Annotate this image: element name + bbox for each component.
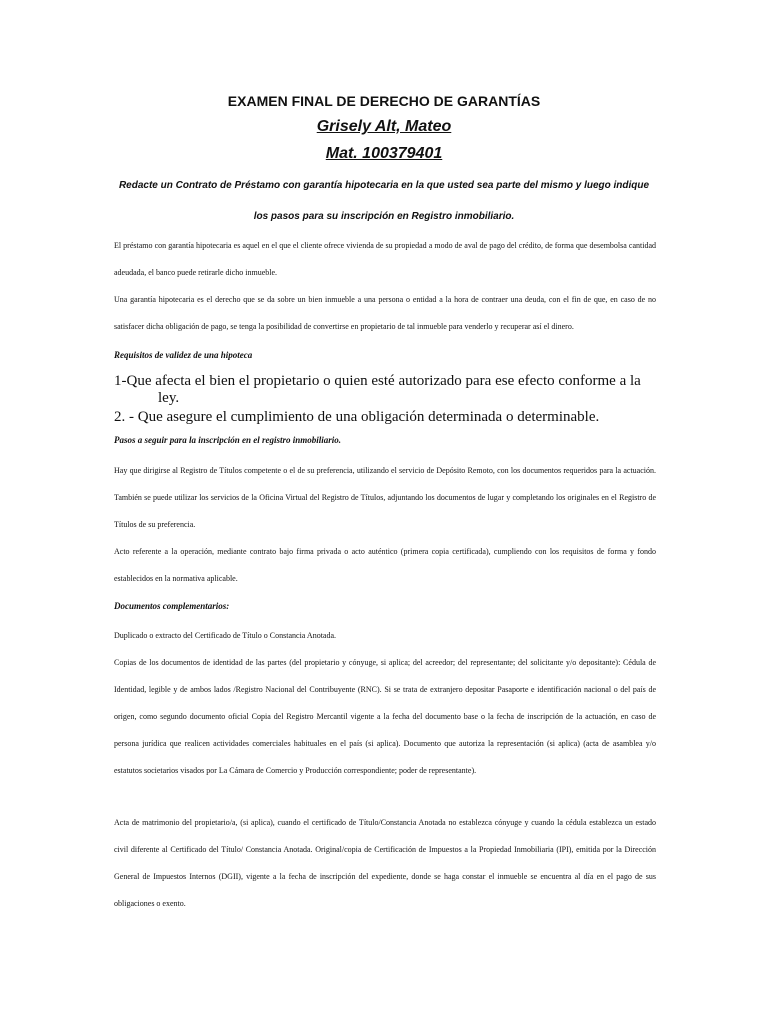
requisito-item-1-line-1: 1-Que afecta el bien el propietario o quien esté autorizado para ese efecto conforme a la: [114, 373, 641, 389]
intro-paragraph-2: Una garantía hipotecaria es el derecho que se da sobre un bien inmueble a una persona o entidad a la hora de contraer una deuda, con el fin de que, en caso de no satisfacer dicha obligación de pago, se tenga la posibilidad de convertirse en propietario de tal inmueble para venderlo y recuperar así el dinero.: [114, 295, 656, 331]
documentos-paragraph-2: Copias de los documentos de identidad de las partes (del propietario y cónyuge, si aplica; del acreedor; del representante; del solicitante y/o depositante): Cédula de Identidad, legible y de ambos lados /Registro Nacional del Contribuyente (RNC). Si se trata de extranjero depositar Pasaporte e identificación nacional o del país de origen, como segundo documento oficial Copia del Registro Mercantil vigente a la fecha del documento base o la fecha de inscripción de la actuación, en caso de persona jurídica que realicen actividades comerciales habituales en el país (si aplica). Documento que autoriza la representación (si aplica) (acta de asamblea y/o estatutos societarios visados por La Cámara de Comercio y Producción correspondiente; poder de representante).: [114, 658, 656, 775]
pasos-paragraph-1: Hay que dirigirse al Registro de Títulos competente o el de su preferencia, utilizando el servicio de Depósito Remoto, con los documentos requeridos para la actuación. También se puede utilizar los servicios de la Oficina Virtual del Registro de Títulos, adjuntando los documentos de lugar y completando los originales en el Registro de Títulos de su preferencia.: [114, 466, 656, 529]
student-matricula: Mat. 100379401: [325, 145, 443, 162]
instruction-line-1: Redacte un Contrato de Préstamo con garantía hipotecaria en la que usted sea parte del mismo y luego indique: [118, 180, 650, 191]
requisito-item-1: [114, 373, 659, 407]
intro-paragraph-1: El préstamo con garantía hipotecaria es aquel en el que el cliente ofrece vivienda de su propiedad a modo de aval de pago del crédito, de forma que desembolsa cantidad adeudada, el banco puede retirarle dicho inmueble.: [114, 241, 656, 277]
pasos-heading: Pasos a seguir para la inscripción en el registro inmobiliario.: [114, 435, 342, 445]
instruction-line-2: los pasos para su inscripción en Registro inmobiliario.: [253, 211, 515, 222]
requisito-item-1-line-2: ley.: [158, 390, 180, 406]
documentos-paragraph-3: Acta de matrimonio del propietario/a, (si aplica), cuando el certificado de Título/Constancia Anotada no establezca cónyuge y cuando la cédula establezca un estado civil diferente al Certificado del Título/ Constancia Anotada. Original/copia de Certificación de Impuestos a la Propiedad Inmobiliaria (IPI), emitida por la Dirección General de Impuestos Internos (DGII), vigente a la fecha de inscripción del expediente, donde se haga constar el inmueble se encuentra al día en el pago de sus obligaciones o exento.: [114, 818, 656, 908]
requisito-item-2: 2. - Que asegure el cumplimiento de una obligación determinada o determinable.: [114, 409, 600, 425]
pasos-paragraph-2: Acto referente a la operación, mediante contrato bajo firma privada o acto auténtico (primera copia certificada), cumpliendo con los requisitos de forma y fondo establecidos en la normativa aplicable.: [114, 547, 656, 583]
documentos-paragraph-1: Duplicado o extracto del Certificado de Título o Constancia Anotada.: [114, 631, 337, 640]
documentos-heading: Documentos complementarios:: [114, 601, 230, 611]
requisitos-heading: Requisitos de validez de una hipoteca: [114, 350, 253, 360]
exam-title: EXAMEN FINAL DE DERECHO DE GARANTÍAS: [227, 93, 541, 109]
student-name: Grisely Alt, Mateo: [316, 118, 452, 135]
